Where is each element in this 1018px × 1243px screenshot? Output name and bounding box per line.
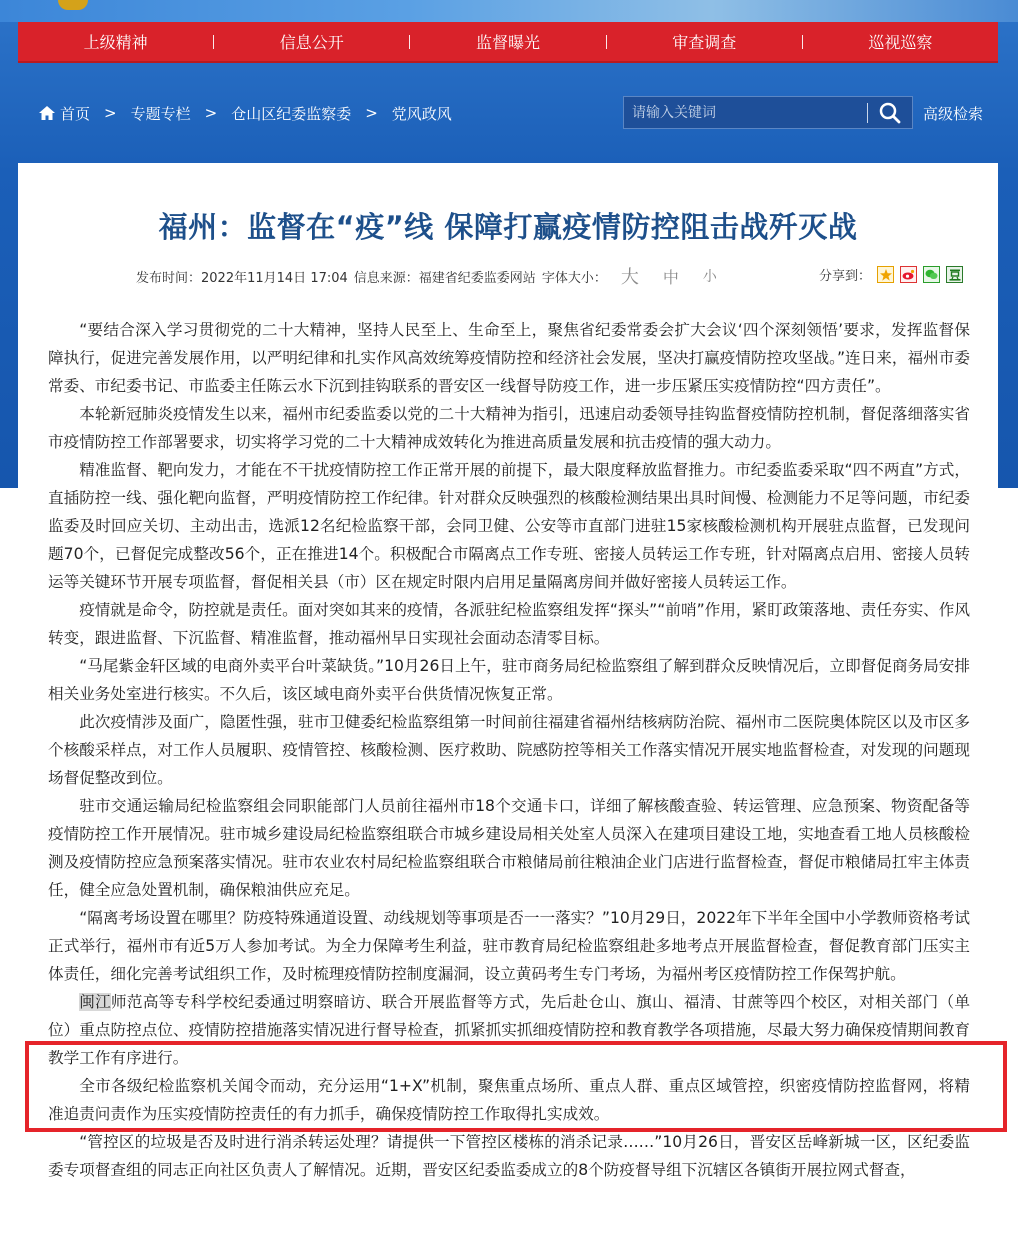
font-size-large[interactable]: 大 — [620, 267, 639, 288]
paragraph-text: 师范高等专科学校纪委通过明察暗访、联合开展监督等方式，先后赴仓山、旗山、福清、甘蔗等四个校区，对相关部门（单位）重点防控点位、疫情防控措施落实情况进行督导检查，抓紧抓实抓细疫情防控和教育教学各项措施，尽最大努力确保疫情期间教育教学工作有序进行。 — [48, 993, 970, 1067]
breadcrumb-separator: > — [104, 104, 117, 122]
article-paragraph: 精准监督、靶向发力，才能在不干扰疫情防控工作正常开展的前提下，最大限度释放监督推力。市纪委监委采取“四不两直”方式，直插防控一线、强化靶向监督，严明疫情防控工作纪律。针对群众反映强烈的核酸检测结果出具时间慢、检测能力不足等问题，市纪委监委及时回应关切、主动出击，选派12名纪检监察干部，会同卫健、公安等市直部门进驻15家核酸检测机构开展驻点监督，已发现问题70个，已督促完成整改56个，正在推进14个。积极配合市隔离点工作专班、密接人员转运工作专班，针对隔离点启用、密接人员转运等关键环节开展专项监督，督促相关县（市）区在规定时限内启用足量隔离房间并做好密接人员转运工作。 — [48, 461, 970, 591]
share-label: 分享到： — [819, 269, 872, 284]
article-paragraph: “隔离考场设置在哪里？防疫特殊通道设置、动线规划等事项是否一一落实？”10月29日，2022年下半年全国中小学教师资格考试正式举行，福州市有近5万人参加考试。为全力保障考生利益，驻市教育局纪检监察组赴多地考点开展监督检查，督促教育部门压实主体责任，细化完善考试组织工作，及时梳理疫情防控制度漏洞，设立黄码考生专门考场，为福州考区疫情防控工作保驾护航。 — [48, 909, 970, 983]
advanced-search-link[interactable]: 高级检索 — [923, 105, 984, 123]
douban-icon[interactable] — [946, 266, 963, 283]
search-icon — [879, 102, 901, 124]
search-button[interactable] — [868, 97, 912, 128]
nav-item-4[interactable]: 审查调查 — [672, 33, 737, 52]
article-meta — [136, 263, 717, 289]
publish-time-label: 发布时间： — [136, 270, 202, 286]
article-paragraph: 全市各级纪检监察机关闻令而动，充分运用“1+X”机制，聚焦重点场所、重点人群、重点区域管控，织密疫情防控监督网，将精准追责问责作为压实疫情防控责任的有力抓手，确保疫情防控工作取得扎实成效。 — [48, 1077, 970, 1123]
breadcrumb-bar — [18, 88, 998, 138]
breadcrumb-topics[interactable]: 专题专栏 — [130, 104, 191, 123]
selected-text: 闽江 — [79, 993, 112, 1011]
home-icon — [38, 105, 56, 121]
breadcrumb-district[interactable]: 仓山区纪委监察委 — [231, 104, 352, 123]
publish-time: 2022年11月14日 17:04 — [201, 270, 348, 286]
article-paragraph: 此次疫情涉及面广，隐匿性强，驻市卫健委纪检监察组第一时间前往福建省福州结核病防治院、福州市二医院奥体院区以及市区多个核酸采样点，对工作人员履职、疫情管控、核酸检测、医疗救助、院感防控等相关工作落实情况开展实地监督检查，对发现的问题现场督促整改到位。 — [48, 713, 970, 787]
font-size-small[interactable]: 小 — [702, 269, 717, 285]
article-paragraph: 本轮新冠肺炎疫情发生以来，福州市纪委监委以党的二十大精神为指引，迅速启动委领导挂钩监督疫情防控机制，督促落细落实省市疫情防控工作部署要求，切实将学习党的二十大精神成效转化为推进高质量发展和抗击疫情的强大动力。 — [48, 405, 970, 451]
banner-image — [0, 0, 1018, 22]
breadcrumb-separator: > — [365, 104, 378, 122]
breadcrumb-home[interactable]: 首页 — [60, 104, 91, 123]
nav-item-5[interactable]: 巡视巡察 — [868, 33, 933, 52]
wechat-icon[interactable] — [923, 266, 940, 283]
share-bar — [819, 265, 963, 284]
article-paragraph: “要结合深入学习贯彻党的二十大精神，坚持人民至上、生命至上，聚焦省纪委常委会扩大会议‘四个深刻领悟’要求，发挥监督保障执行，促进完善发展作用，以严明纪律和扎实作风高效统筹疫情防控和经济社会发展，坚决打赢疫情防控攻坚战。”连日来，福州市委常委、市纪委书记、市监委主任陈云水下沉到挂钩联系的晋安区一线督导防疫工作，进一步压紧压实疫情防控“四方责任”。 — [48, 321, 970, 395]
article-paragraph: “马尾紫金轩区域的电商外卖平台叶菜缺货。”10月26日上午，驻市商务局纪检监察组了解到群众反映情况后，立即督促商务局安排相关业务处室进行核实。不久后，该区域电商外卖平台供货情况恢复正常。 — [48, 657, 970, 703]
search-box — [623, 96, 913, 129]
search-input[interactable] — [624, 97, 867, 128]
font-size-medium[interactable]: 中 — [662, 267, 679, 287]
breadcrumb-separator: > — [204, 104, 218, 122]
nav-item-2[interactable]: 信息公开 — [279, 33, 344, 52]
weibo-icon[interactable] — [900, 266, 917, 283]
nav-item-1[interactable]: 上级精神 — [83, 33, 148, 52]
breadcrumb-current[interactable]: 党风政风 — [391, 104, 452, 123]
qzone-icon[interactable] — [877, 266, 894, 283]
font-size-label: 字体大小： — [541, 270, 607, 286]
article-paragraph: 驻市交通运输局纪检监察组会同职能部门人员前往福州市18个交通卡口，详细了解核酸查验、转运管理、应急预案、物资配备等疫情防控工作开展情况。驻市城乡建设局纪检监察组联合市城乡建设局相关处室人员深入在建项目建设工地，实地查看工地人员核酸检测及疫情防控应急预案落实情况。驻市农业农村局纪检监察组联合市粮储局前往粮油企业门店进行监督检查，督促市粮储局扛牢主体责任，健全应急处置机制，确保粮油供应充足。 — [48, 797, 970, 899]
source-label: 信息来源： — [353, 270, 419, 286]
nav-item-3[interactable]: 监督曝光 — [476, 33, 541, 52]
annotation-highlight-box — [25, 1041, 1007, 1132]
article-paragraph: “管控区的垃圾是否及时进行消杀转运处理？请提供一下管控区楼栋的消杀记录……”10月26日，晋安区岳峰新城一区，区纪委监委专项督查组的同志正向社区负责人了解情况。近期，晋安区纪委监委成立的8个防疫督导组下沉辖区各镇街开展拉网式督查， — [48, 1133, 970, 1179]
breadcrumb — [18, 103, 452, 124]
article-title: 福州：监督在“疫”线 保障打赢疫情防控阻击战歼灭战 — [158, 210, 858, 244]
article-paragraph: 疫情就是命令，防控就是责任。面对突如其来的疫情，各派驻纪检监察组发挥“探头”“前哨”作用，紧盯政策落地、责任夯实、作风转变，跟进监督、下沉监督、精准监督，推动福州早日实现社会面动态清零目标。 — [48, 601, 970, 647]
main-nav — [18, 22, 998, 63]
source-value: 福建省纪委监委网站 — [418, 270, 536, 286]
